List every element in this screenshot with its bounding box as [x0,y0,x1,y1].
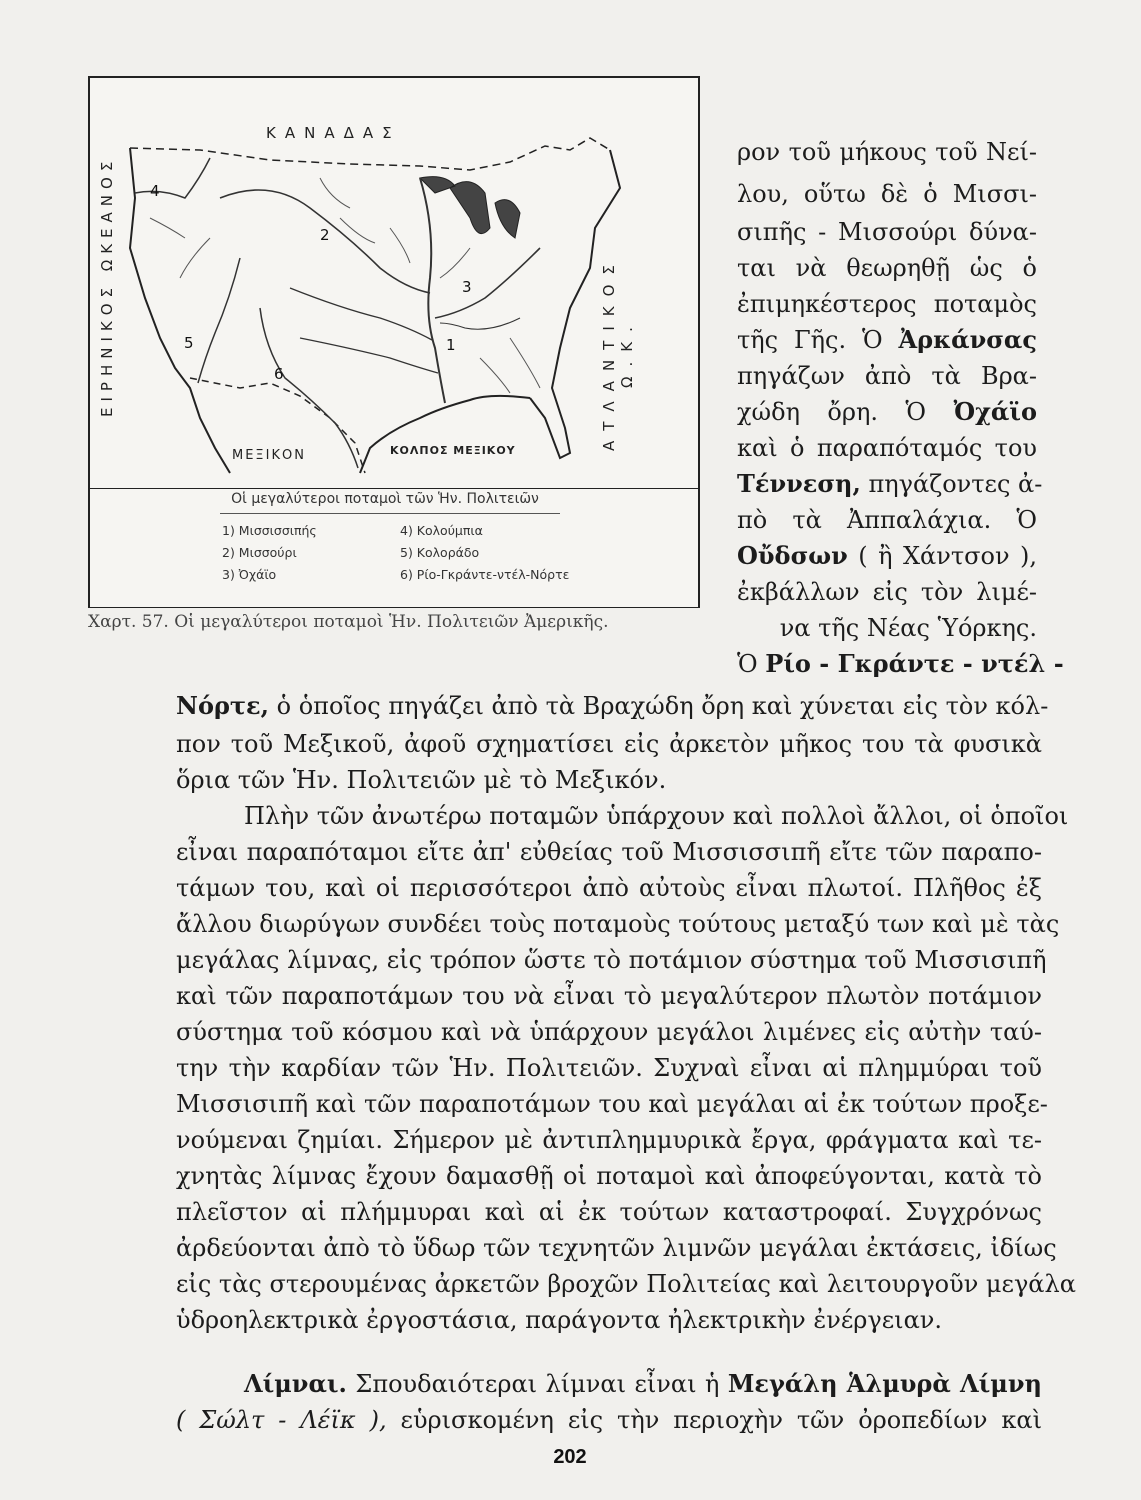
label-canada: ΚΑΝΑΔΑΣ [266,124,401,142]
term-ohio: Ὀχάϊο [953,397,1037,426]
gulf-coast [360,396,530,473]
side-line: ἐπιμηκέστερος ποταμὸς [737,290,1037,318]
map-number-6: 6 [274,365,284,383]
body-line: τάμων του, καὶ οἱ περισσότεροι ἀπὸ αὐτοὺς εἶναι πλωτοί. Πλῆθος ἐξ [176,874,1042,902]
side-line: πηγάζων ἀπὸ τὰ Βρα- [737,362,1037,390]
body-line: ὅρια τῶν Ἡν. Πολιτειῶν μὲ τὸ Μεξικόν. [176,766,667,794]
map-legend [90,488,698,607]
side-line [737,397,1037,426]
side-line [737,325,1037,354]
legend-item-6: 6) Ρίο-Γκράντε-ντέλ-Νόρτε [400,567,570,582]
legend-divider [220,513,560,514]
side-text: τῆς Γῆς. Ὁ [737,326,883,354]
side-text: χώδη ὄρη. Ὁ [737,398,927,426]
body-text: εὑρισκομένη εἰς τὴν περιοχὴν τῶν ὀροπεδίων καὶ [400,1406,1042,1434]
side-text: Ὁ [737,650,758,678]
term-tennessee: Τέννεση, [737,469,861,498]
side-line [737,649,1064,678]
map-number-5: 5 [184,334,194,352]
body-line: πλεῖστον αἱ πλήμμυραι καὶ αἱ ἐκ τούτων καταστροφαί. Συγχρόνως [176,1198,1042,1226]
label-pacific-ocean: ΕΙΡΗΝΙΚΟΣ ΩΚΕΑΝΟΣ [98,155,116,417]
side-line: ται νὰ θεωρηθῇ ὡς ὁ [737,254,1037,282]
legend-title: Οἱ μεγαλύτεροι ποταμοὶ τῶν Ἡν. Πολιτειῶν [231,491,539,507]
side-line [737,469,1043,498]
legend-item-2: 2) Μισσούρι [222,545,297,560]
body-line [176,1408,1042,1432]
body-line: ὑδροηλεκτρικὰ ἐργοστάσια, παράγοντα ἠλεκτρικὴν ἐνέργειαν. [176,1306,942,1334]
term-arkansas: Ἀρκάνσας [898,325,1037,354]
body-line: μεγάλας λίμνας, εἰς τρόπον ὥστε τὸ ποτάμιον σύστημα τοῦ Μισσισιπῆ [176,946,1047,974]
river-tennessee [440,318,520,329]
legend-item-4: 4) Κολούμπια [400,523,483,538]
map-number-4: 4 [150,182,160,200]
legend-item-5: 5) Κολοράδο [400,545,480,560]
side-text: πηγάζοντες ἀ- [868,470,1043,498]
map-number-3: 3 [462,278,472,296]
river-arkansas [290,288,432,340]
body-text: ὁ ὁποῖος πηγάζει ἀπὸ τὰ Βραχώδη ὄρη καὶ χύνεται εἰς τὸν κόλ- [276,692,1049,720]
river-red [300,338,438,373]
body-line: εἶναι παραπόταμοι εἴτε ἀπ' εὐθείας τοῦ Μισσισσιπῆ εἴτε τῶν παραπο- [176,838,1042,866]
great-lakes [420,177,520,238]
page-number: 202 [553,1446,587,1468]
term-norte: Νόρτε, [176,691,269,720]
side-line: ἐκβάλλων εἰς τὸν λιμέ- [737,578,1037,606]
term-hudson: Οὔδσων [737,541,848,570]
body-text: Σπουδαιότεραι λίμναι εἶναι ἡ [355,1370,720,1398]
map-number-1: 1 [446,336,456,354]
body-line: νούμεναι ζημίαι. Σήμερον μὲ ἀντιπλημμυρικὰ ἔργα, φράγματα καὶ τε- [176,1126,1042,1154]
map-number-2: 2 [320,226,330,244]
term-salt-lake: ( Σώλτ - Λέϊκ ), [176,1406,387,1434]
side-text: ( ἢ Χάντσον ), [858,542,1037,570]
label-gulf-of-mexico: ΚΟΛΠΟΣ ΜΕΞΙΚΟΥ [390,444,516,457]
body-line [244,1369,1042,1398]
map-figure [88,76,700,608]
label-mexico: ΜΕΞΙΚΟΝ [232,448,306,463]
section-heading-lakes: Λίμναι. [244,1369,347,1398]
figure-caption: Χαρτ. 57. Οἱ μεγαλύτεροι ποταμοὶ Ἡν. Πολιτειῶν Ἀμερικῆς. [88,612,609,632]
body-line: την τὴν καρδίαν τῶν Ἡν. Πολιτειῶν. Συχναὶ εἶναι αἱ πλημμύραι τοῦ [176,1054,1042,1082]
side-line [737,541,1037,570]
body-line: χνητὰς λίμνας ἔχουν δαμασθῇ οἱ ποταμοὶ καὶ ἀποφεύγονται, κατὰ τὸ [176,1162,1042,1190]
side-line: σιπῆς - Μισσούρι δύνα- [737,218,1037,246]
canada-border [130,138,610,170]
body-line: σύστημα τοῦ κόσμου καὶ νὰ ὑπάρχουν μεγάλοι λιμένες εἰς αὐτὴν ταύ- [176,1018,1042,1046]
river-columbia [135,158,210,198]
river-ohio [435,248,540,318]
river-colorado [198,258,240,383]
body-line: ἄλλου διωρύγων συνδέει τοὺς ποταμοὺς τούτους μεταξύ των καὶ μὲ τὰς [176,910,1060,938]
legend-item-3: 3) Ὀχάϊο [222,567,277,582]
side-line: πὸ τὰ Ἀππαλάχια. Ὁ [737,506,1037,534]
body-line: εἰς τὰς στερουμένας ἀρκετῶν βροχῶν Πολιτείας καὶ λειτουργοῦν μεγάλα [176,1270,1076,1298]
side-line: να τῆς Νέας Ὑόρκης. [779,614,1037,642]
body-line: πον τοῦ Μεξικοῦ, ἀφοῦ σχηματίσει εἰς ἀρκετὸν μῆκος του τὰ φυσικὰ [176,730,1042,758]
legend-item-1: 1) Μισσισσιπής [222,523,317,538]
body-line: καὶ τῶν παραποτάμων του νὰ εἶναι τὸ μεγαλύτερον πλωτὸν ποτάμιον [176,982,1042,1010]
river-rio-grande [260,308,358,468]
body-line: ἀρδεύονται ἀπὸ τὸ ὕδωρ τῶν τεχνητῶν λιμνῶν μεγάλαι ἐκτάσεις, ἰδίως [176,1234,1057,1262]
term-great-salt-lake: Μεγάλη Ἁλμυρὰ Λίμνη [727,1369,1042,1398]
side-line: ρον τοῦ μήκους τοῦ Νεί- [737,138,1037,166]
side-line: λου, οὕτω δὲ ὁ Μισσι- [737,180,1037,208]
term-rio-grande: Ρίο - Γκράντε - ντέλ - [765,649,1064,678]
side-line: καὶ ὁ παραπόταμός του [737,434,1037,462]
body-line: Πλὴν τῶν ἀνωτέρω ποταμῶν ὑπάρχουν καὶ πολλοὶ ἄλλοι, οἱ ὁποῖοι [244,802,1069,830]
label-atlantic-ocean: ΑΤΛΑΝΤΙΚΟΣ Ω.Κ. [600,255,636,451]
body-line: Μισσισιπῆ καὶ τῶν παραποτάμων του καὶ μεγάλαι αἱ ἐκ τούτων προξε- [176,1090,1048,1118]
body-line [176,691,1049,720]
